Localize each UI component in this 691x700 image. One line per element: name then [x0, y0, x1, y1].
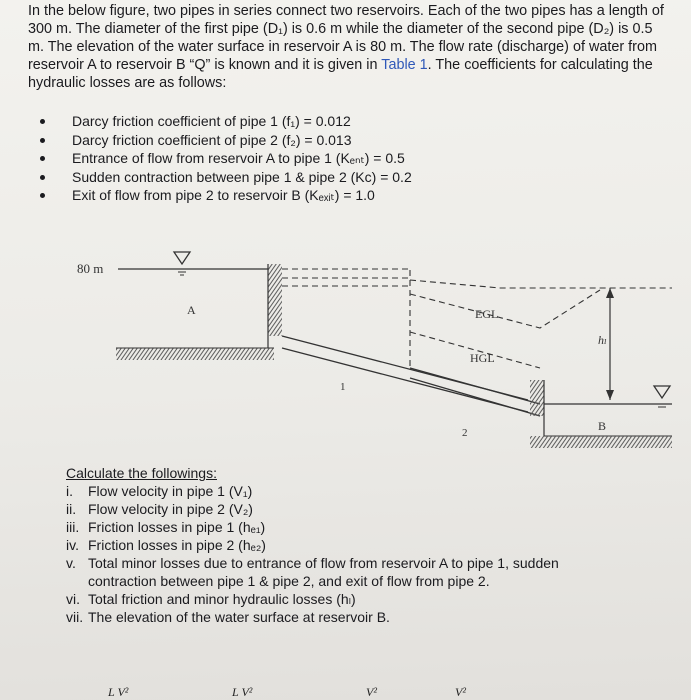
water-surface-symbol-b	[654, 386, 670, 407]
hgl-label: HGL	[470, 351, 495, 365]
task-item: vii. The elevation of the water surface at reservoir B.	[66, 609, 390, 625]
coefficient-item: Exit of flow from pipe 2 to reservoir B (Kₑₓᵢₜ) = 1.0	[36, 186, 412, 205]
task-list	[66, 482, 626, 626]
egl-line-top	[410, 280, 672, 288]
reservoir-b-wall	[530, 380, 544, 416]
reservoir-a-bed-hatch	[116, 348, 274, 360]
pipe-1-label: 1	[340, 381, 346, 393]
task-item: vi. Total friction and minor hydraulic losses (hₗ)	[66, 591, 356, 607]
head-loss-label: hₗ	[598, 333, 607, 347]
elevation-label: 80 m	[77, 261, 104, 276]
reservoir-a-label: A	[187, 303, 196, 317]
reservoir-b-bed-hatch	[530, 436, 672, 448]
coefficient-item: Darcy friction coefficient of pipe 1 (f₁) = 0.012	[36, 112, 412, 131]
task-item: ii. Flow velocity in pipe 2 (V₂)	[66, 501, 253, 517]
equation-fragment: V²	[455, 685, 466, 699]
reservoir-b-label: B	[598, 419, 607, 433]
head-loss-arrow	[606, 288, 614, 400]
coefficient-item: Entrance of flow from reservoir A to pipe 1 (Kₑₙₜ) = 0.5	[36, 149, 412, 168]
pipe-1	[282, 336, 528, 412]
task-item: iv. Friction losses in pipe 2 (hₑ₂)	[66, 537, 266, 553]
task-item: v. Total minor losses due to entrance of flow from reservoir A to pipe 1, sudden contraction between pipe 1 & pipe 2, and exit of flow from pipe 2.	[66, 555, 559, 589]
task-item: i. Flow velocity in pipe 1 (V₁)	[66, 483, 253, 499]
equation-fragment: L V²	[108, 685, 129, 699]
pipe-2-label: 2	[462, 427, 468, 439]
intro-text: In the below figure, two pipes in series connect two reservoirs. Each of the two pipes has a length of 300 m. The diameter of the first pipe (D₁) is 0.6 m while the diameter of the second pipe (D₂) is 0.5 m. The elevation of the water surface in reservoir A is 80 m. The flow rate (discharge) of water from reservoir A to reservoir B “Q” is known and it is given in	[28, 3, 664, 73]
pipe-2	[410, 368, 540, 416]
reservoir-pipe-diagram	[0, 240, 691, 470]
coefficient-list	[36, 112, 412, 205]
task-item: iii. Friction losses in pipe 1 (hₑ₁)	[66, 519, 266, 535]
table-1-reference: Table 1	[381, 57, 428, 73]
intro-text-end: . The coefficients for calculating the hydraulic losses are as follows:	[28, 57, 653, 91]
cropped-equation-fragments	[0, 680, 691, 700]
calculate-heading: Calculate the followings:	[66, 465, 217, 481]
problem-statement	[28, 2, 668, 92]
reservoir-a-wall	[268, 264, 282, 336]
equation-fragment: L V²	[232, 685, 253, 699]
egl-label: EGL	[475, 307, 499, 321]
equation-fragment: V²	[366, 685, 377, 699]
coefficient-item: Sudden contraction between pipe 1 & pipe 2 (Kc) = 0.2	[36, 168, 412, 187]
water-surface-symbol-a	[174, 252, 190, 275]
egl-line-slope	[410, 290, 600, 328]
coefficient-item: Darcy friction coefficient of pipe 2 (f₂) = 0.013	[36, 131, 412, 150]
